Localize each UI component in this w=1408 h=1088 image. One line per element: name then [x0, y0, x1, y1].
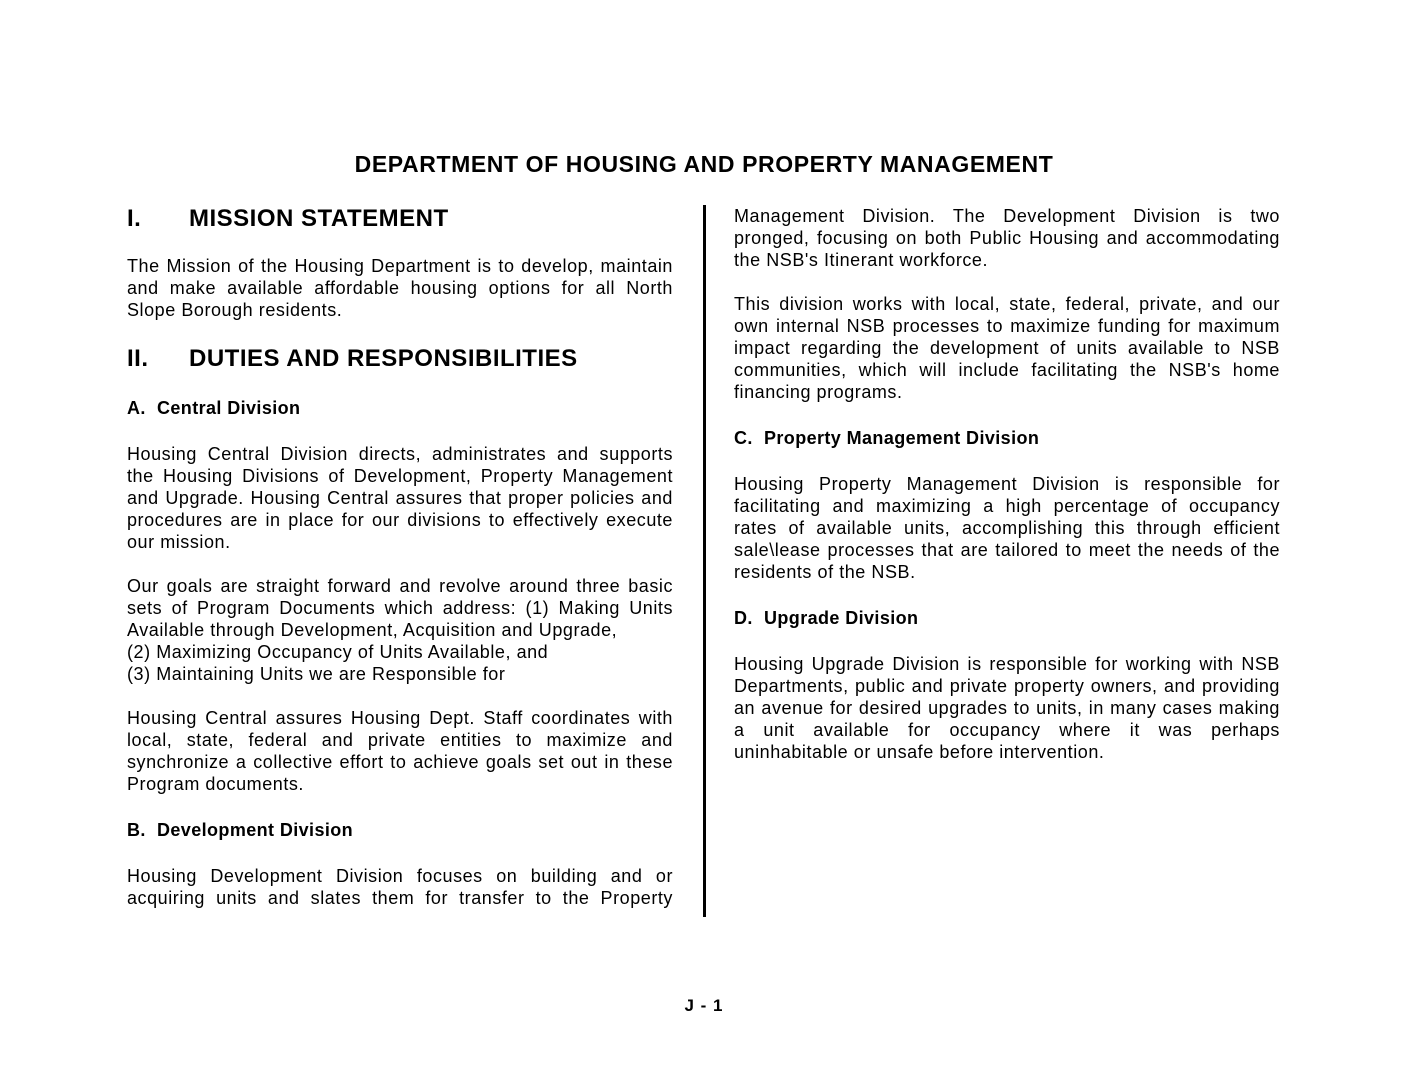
section-label-duties: DUTIES AND RESPONSIBILITIES	[189, 345, 578, 372]
two-column-layout	[127, 205, 1281, 931]
section-heading-mission	[127, 205, 673, 233]
property-management-paragraph: Housing Property Management Division is responsible for facilitating and maximizing a high percentage of occupancy rates of available units, accomplishing this through efficient sale\lease processes that are tailored to meet the needs of the residents of the NSB.	[734, 474, 1280, 582]
subheading-label-central: Central Division	[157, 398, 301, 418]
subheading-letter-development: B.	[127, 820, 146, 840]
page-number: J - 1	[684, 996, 724, 1015]
section-numeral-mission: I.	[127, 205, 142, 232]
subheading-label-upgrade: Upgrade Division	[764, 608, 919, 628]
subheading-letter-upgrade: D.	[734, 608, 753, 628]
upgrade-division-paragraph: Housing Upgrade Division is responsible for working with NSB Departments, public and private property owners, and providing an avenue for desired upgrades to units, in many cases making a unit available for occupancy where it was perhaps uninhabitable or unsafe before intervention.	[734, 654, 1280, 762]
document-title: DEPARTMENT OF HOUSING AND PROPERTY MANAGEMENT	[354, 151, 1054, 177]
subheading-upgrade-division	[734, 607, 1280, 629]
subheading-development-division	[127, 819, 673, 841]
section-heading-duties	[127, 345, 673, 373]
column-divider-line	[703, 205, 706, 917]
development-division-paragraph-2: This division works with local, state, federal, private, and our own internal NSB processes to maximize funding for maximum impact regarding the development of units available to NSB communities, which will include facilitating the NSB's home financing programs.	[734, 294, 1280, 402]
central-goal-2: (2) Maximizing Occupancy of Units Available, and	[127, 642, 549, 662]
section-numeral-duties: II.	[127, 345, 149, 372]
central-division-paragraph-1: Housing Central Division directs, administrates and supports the Housing Divisions of Development, Property Management and Upgrade. Housing Central assures that proper policies and procedures are in place for our divisions to effectively execute our mission.	[127, 444, 673, 552]
subheading-letter-central: A.	[127, 398, 146, 418]
development-division-paragraph-1: Housing Development Division focuses on building and or acquiring units and slates them for transfer to the Property	[127, 866, 673, 908]
subheading-letter-property: C.	[734, 428, 753, 448]
subheading-property-management-division	[734, 427, 1280, 449]
subheading-central-division	[127, 397, 673, 419]
central-division-paragraph-2: Housing Central assures Housing Dept. Staff coordinates with local, state, federal and private entities to maximize and synchronize a collective effort to achieve goals set out in these Program documents.	[127, 708, 673, 794]
section-label-mission: MISSION STATEMENT	[189, 205, 449, 232]
left-column	[127, 205, 673, 931]
development-paragraph-continued: Management Division. The Development Division is two pronged, focusing on both Public Housing and accommodating the NSB's Itinerant workforce.	[734, 206, 1280, 270]
subheading-label-property: Property Management Division	[764, 428, 1040, 448]
right-column	[734, 205, 1280, 785]
mission-paragraph: The Mission of the Housing Department is to develop, maintain and make available affordable housing options for all North Slope Borough residents.	[127, 256, 673, 320]
subheading-label-development: Development Division	[157, 820, 354, 840]
central-goals-intro: Our goals are straight forward and revolve around three basic sets of Program Documents which address: (1) Making Units Available through Development, Acquisition and Upgrade,	[127, 576, 673, 640]
central-goal-3: (3) Maintaining Units we are Responsible for	[127, 664, 506, 684]
